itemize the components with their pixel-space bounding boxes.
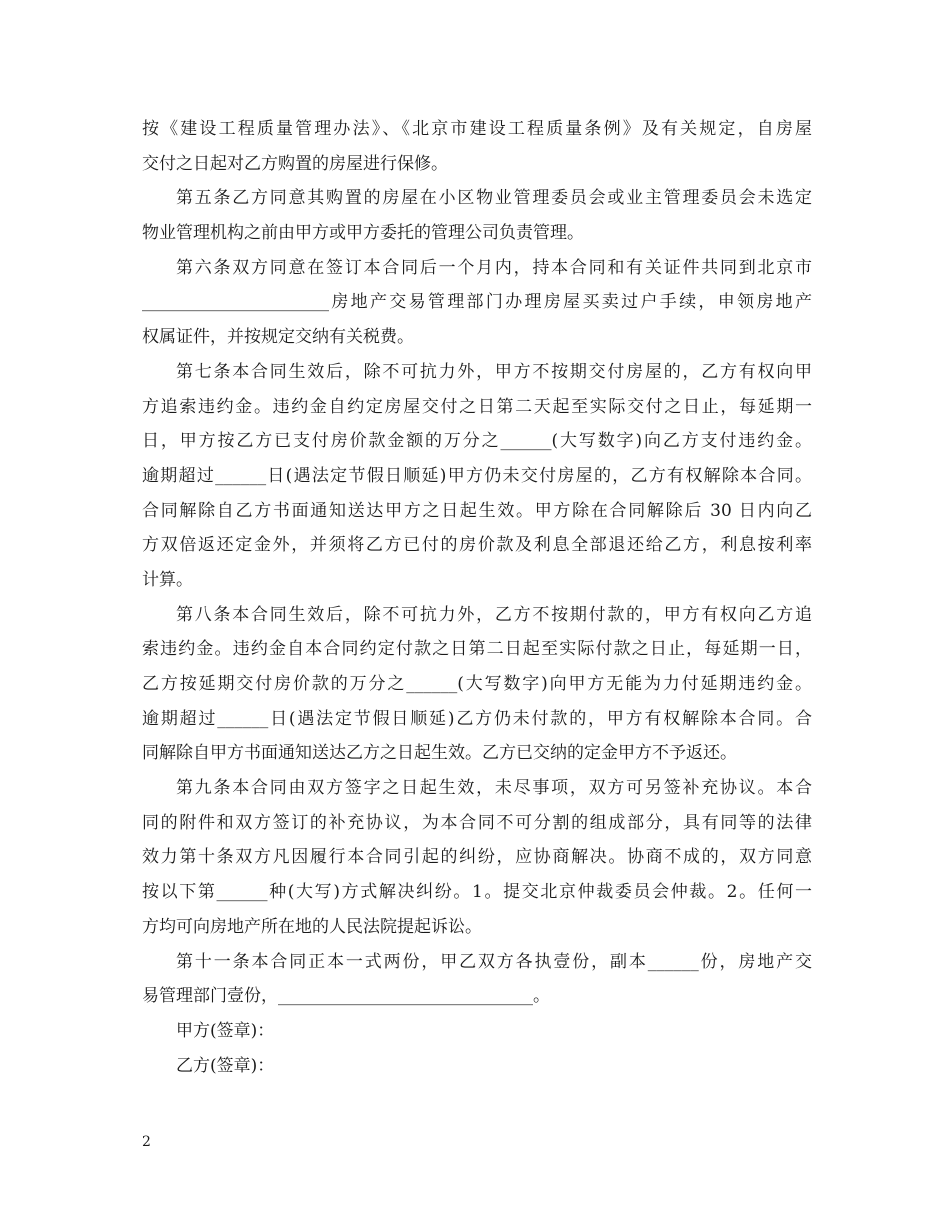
text-line: 方追索违约金。违约金自约定房屋交付之日第二天起至实际交付之日止，每延期一 (142, 396, 812, 417)
article-9-line: 第九条本合同由双方签字之日起生效，未尽事项，双方可另签补充协议。本合 (176, 778, 812, 799)
text-line: 同的附件和双方签订的补充协议，为本合同不可分割的组成部分，具有同等的法律 (142, 812, 812, 833)
text-line: 乙方按延期交付房价款的万分之______(大写数字)向甲方无能为力付延期违约金。 (142, 674, 812, 694)
article-5-line: 第五条乙方同意其购置的房屋在小区物业管理委员会或业主管理委员会未选定 (176, 188, 812, 209)
text-line: 易管理部门壹份，______________________________。 (142, 986, 550, 1007)
article-11-line: 第十一条本合同正本一式两份，甲乙双方各执壹份，副本______份，房地产交 (176, 951, 812, 972)
text-line: 索违约金。违约金自本合同约定付款之日第二日起至实际付款之日止，每延期一日， (142, 639, 812, 660)
text-line: 按《建设工程质量管理办法》、《北京市建设工程质量条例》及有关规定，自房屋 (142, 119, 812, 139)
page-number: 2 (142, 1134, 151, 1150)
text-line: 交付之日起对乙方购置的房屋进行保修。 (142, 153, 448, 174)
text-line: 逾期超过______日(遇法定节假日顺延)乙方仍未付款的，甲方有权解除本合同。合 (142, 708, 812, 729)
text-line: 方均可向房地产所在地的人民法院提起诉讼。 (142, 916, 482, 937)
party-b-signature-line: 乙方(签章)： (176, 1055, 275, 1076)
text-line: 日，甲方按乙方已支付房价款金额的万分之______(大写数字)向乙方支付违约金。 (142, 431, 812, 452)
document-body (142, 112, 812, 1083)
text-line: ______________________房地产交易管理部门办理房屋买卖过户手续，申领房地产 (142, 292, 812, 313)
text-line: 按以下第______种(大写)方式解决纠纷。1。提交北京仲裁委员会仲裁。2。任何一 (142, 882, 812, 903)
article-7-line: 第七条本合同生效后，除不可抗力外，甲方不按期交付房屋的，乙方有权向甲 (176, 361, 812, 382)
text-line: 物业管理机构之前由甲方或甲方委托的管理公司负责管理。 (142, 223, 584, 244)
article-8-line: 第八条本合同生效后，除不可抗力外，乙方不按期付款的，甲方有权向乙方追 (176, 604, 812, 625)
text-line: 方双倍返还定金外，并须将乙方已付的房价款及利息全部退还给乙方，利息按利率 (142, 535, 812, 556)
text-line: 逾期超过______日(遇法定节假日顺延)甲方仍未交付房屋的，乙方有权解除本合同。 (142, 465, 812, 486)
article-6-line: 第六条双方同意在签订本合同后一个月内，持本合同和有关证件共同到北京市 (176, 257, 812, 278)
text-line: 同解除自甲方书面通知送达乙方之日起生效。乙方已交纳的定金甲方不予返还。 (142, 743, 737, 764)
party-a-signature-line: 甲方(签章)： (176, 1020, 275, 1041)
text-line: 合同解除自乙方书面通知送达甲方之日起生效。甲方除在合同解除后 30 日内向乙 (142, 500, 812, 521)
text-line: 效力第十条双方凡因履行本合同引起的纠纷，应协商解决。协商不成的，双方同意 (142, 847, 812, 868)
text-line: 权属证件，并按规定交纳有关税费。 (142, 327, 414, 348)
text-line: 计算。 (142, 569, 193, 590)
